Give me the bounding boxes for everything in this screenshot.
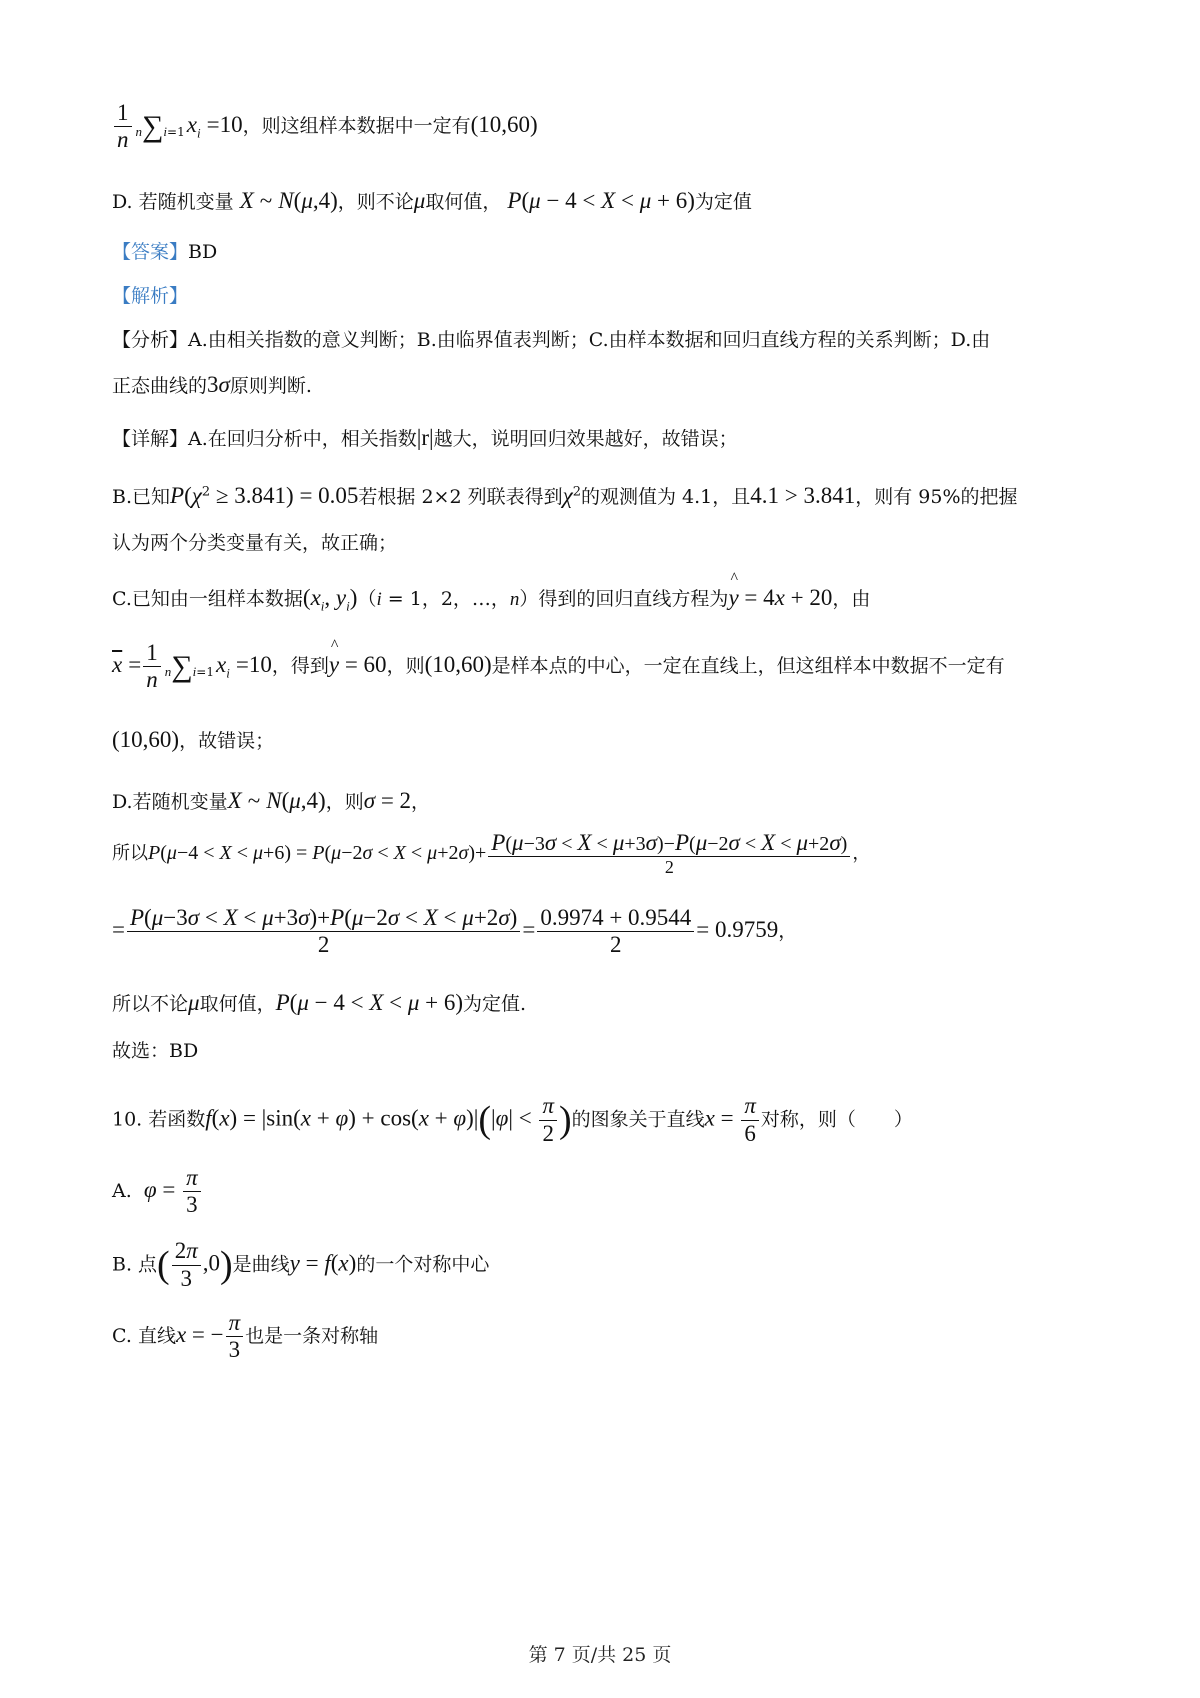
choose-line xyxy=(112,1036,1090,1066)
xiangjie-a2: 越大，说明回归效果越好，故错误； xyxy=(433,428,738,450)
b-line-2 xyxy=(112,528,1090,558)
fraction-2pi-over-3: $\frac{2\pi}{3}$ xyxy=(172,1238,201,1292)
d-line4a: 所以不论 xyxy=(112,993,189,1015)
c-line-2: $\overline{x}$ = $\frac{1}{n}$ $n\sum i=1x_i =10$，得到^ y = 60，则(10,60)是样本点的中心，一定在直线上，但这组样本中数据不一定有 xyxy=(112,640,1090,694)
c-line3: ，故错误； xyxy=(179,730,275,752)
b-line1b: 若根据 2×2 列联表得到 xyxy=(358,486,563,508)
choose-text: 故选：BD xyxy=(112,1040,199,1062)
question-10: 10. 若函数f(x) = |sin(x + φ) + cos(x + φ)|(|φ| < $\frac{\pi}{2}$ )的图象关于直线x = $\frac{\pi}{6}$ 对称，则（ ） xyxy=(112,1093,913,1146)
b-line-1: B.已知$P(\chi^2 \ge 3.841) = 0.05$若根据 2×2 列联表得到$\chi^2$的观测值为 4.1，且4.1 > 3.841，则有 95%的把握 xyxy=(112,483,1018,508)
option-d-prefix: D. 若随机变量 xyxy=(112,191,234,213)
option-d-mid: ，则不论 xyxy=(337,191,414,213)
analysis-line xyxy=(112,281,1090,311)
fenxi-label: 【分析】 xyxy=(112,329,189,351)
answer-value: BD xyxy=(188,241,218,263)
option-d-tail: 为定值 xyxy=(694,191,752,213)
c-line1b: （ xyxy=(357,588,377,610)
b-line2: 认为两个分类变量有关，故正确； xyxy=(112,532,398,554)
q10-b-prefix: B. 点 xyxy=(112,1253,158,1276)
answer-line xyxy=(112,237,1090,267)
option-d-mid2: 取何值， xyxy=(425,191,502,213)
d-line-3: = $\frac{P(\mu-3\sigma < X < \mu+3\sigma)+P(\mu-2\sigma < X < \mu+2\sigma)}{2}$ = $\frac{0.9974 + 0.9544}{2}$ = 0.9759， xyxy=(112,905,798,958)
c-line2b: ，则 xyxy=(386,654,425,677)
xiangjie-label: 【详解】 xyxy=(112,428,189,450)
fraction-pi-over-3: $\frac{\pi}{3}$ xyxy=(183,1165,201,1219)
xiangjie-a-line: 【详解】A.在回归分析中，相关指数|r|越大，说明回归效果越好，故错误； xyxy=(112,425,738,450)
fraction-numeric: $\frac{0.9974 + 0.9544}{2}$ xyxy=(537,905,694,959)
d-line-1: D.若随机变量X ~ N(μ,4)，则σ = 2， xyxy=(112,788,431,813)
d-line4b: 取何值， xyxy=(199,993,276,1015)
fraction-1-over-n-2: $\frac{1}{n}$ xyxy=(143,640,161,694)
fraction-prob-diff: $\frac{P(\mu-3\sigma < X < \mu+3\sigma)-P(\mu-2\sigma < X < \mu+2\sigma)}{2}$ xyxy=(488,830,850,878)
fraction-1-over-n: $\frac{1}{n}$ xyxy=(114,100,132,154)
fraction-pi-over-6: $\frac{\pi}{6}$ xyxy=(741,1093,759,1147)
fraction-pi-over-3-neg: $\frac{\pi}{3}$ xyxy=(226,1310,244,1364)
d-line4c: 为定值. xyxy=(463,993,527,1015)
c-line1c: ，2，…， xyxy=(421,588,510,610)
q10-tail: 对称，则（ ） xyxy=(760,1108,913,1131)
c-line1d: ）得到的回归直线方程为 xyxy=(519,588,729,610)
c-line2a: ，得到 xyxy=(271,654,329,677)
b-line1a: B.已知 xyxy=(112,486,171,508)
sum-symbol-2: n∑i=1 xyxy=(164,649,214,683)
text-c-tail: ，则这组样本数据中一定有 xyxy=(242,114,471,137)
fraction-pi-over-2: $\frac{\pi}{2}$ xyxy=(539,1093,557,1147)
d-line2a: 所以 xyxy=(112,843,148,865)
b-line1c: 的观测值为 4.1，且 xyxy=(581,486,751,508)
q10-b-tail: 的一个对称中心 xyxy=(356,1253,490,1276)
q10-b-mid: 是曲线 xyxy=(232,1253,290,1276)
fenxi-text-2b: 原则判断. xyxy=(229,375,312,397)
answer-label: 【答案】 xyxy=(112,241,189,263)
d-line1a: D.若随机变量 xyxy=(112,791,228,813)
page-footer: 第 7 页/共 25 页 xyxy=(528,1644,672,1666)
d-line-2: 所以P(μ−4 < X < μ+6) = P(μ−2σ < X < μ+2σ)+ $\frac{P(\mu-3\sigma < X < \mu+3\sigma)-P(\mu-2\sigma < X < \mu+2\sigma)}{2}$ ， xyxy=(112,830,871,878)
c-line-3: (10,60)，故错误； xyxy=(112,727,275,752)
fenxi-text: A.由相关指数的意义判断；B.由临界值表判断；C.由样本数据和回归直线方程的关系判断；D.由 xyxy=(188,329,991,351)
q10-mid: 的图象关于直线 xyxy=(571,1108,705,1131)
d-line-4: 所以不论μ取何值，P(μ − 4 < X < μ + 6)为定值. xyxy=(112,990,527,1015)
q10-prefix: 10. 若函数 xyxy=(112,1108,206,1131)
c-line1a: C.已知由一组样本数据 xyxy=(112,588,303,610)
q10-a-label: A. xyxy=(112,1179,132,1202)
q10-c-tail: 也是一条对称轴 xyxy=(245,1324,379,1347)
point-10-60: (10,60) xyxy=(470,111,538,137)
c-line1e: ，由 xyxy=(832,588,871,610)
c-line2c: 是样本点的中心，一定在直线上，但这组样本中数据不一定有 xyxy=(491,654,1005,677)
d-line1b: ，则 xyxy=(325,791,364,813)
option-d: D. 若随机变量 X ~ N(μ,4)，则不论μ取何值， P(μ − 4 < X < μ + 6)为定值 xyxy=(112,188,752,213)
xiangjie-a1: A.在回归分析中，相关指数 xyxy=(188,428,417,450)
c-line-1: C.已知由一组样本数据($x_i$, $y_i)(i = 1$，2，…，n）得到的回归直线方程为^ y = 4x + 20，由 xyxy=(112,580,1090,617)
fenxi-line-1 xyxy=(112,325,1090,355)
fenxi-line-2: 正态曲线的3σ原则判断. xyxy=(112,372,312,397)
analysis-label: 【解析】 xyxy=(112,285,189,307)
fenxi-text-2a: 正态曲线的 xyxy=(112,375,208,397)
q10-c-prefix: C. 直线 xyxy=(112,1324,176,1347)
fraction-prob-sum: $\frac{P(\mu-3\sigma < X < \mu+3\sigma)+P(\mu-2\sigma < X < \mu+2\sigma)}{2}$ xyxy=(127,905,520,959)
q10-option-c: C. 直线x = − $\frac{\pi}{3}$ 也是一条对称轴 xyxy=(112,1310,379,1363)
line-option-c-continued: $\frac{1}{n}$ $n\sum i=1x_i =10$，则这组样本数据中一定有(10,60) xyxy=(112,100,1090,154)
sum-symbol: n∑i=1 xyxy=(135,109,185,143)
q10-option-a: A. φ = $\frac{\pi}{3}$ xyxy=(112,1165,1090,1219)
q10-option-b: B. 点( $\frac{2\pi}{3}$ ,0)是曲线y = f(x)的一个对称中心 xyxy=(112,1238,490,1291)
b-line1d: ，则有 95%的把握 xyxy=(855,486,1018,508)
